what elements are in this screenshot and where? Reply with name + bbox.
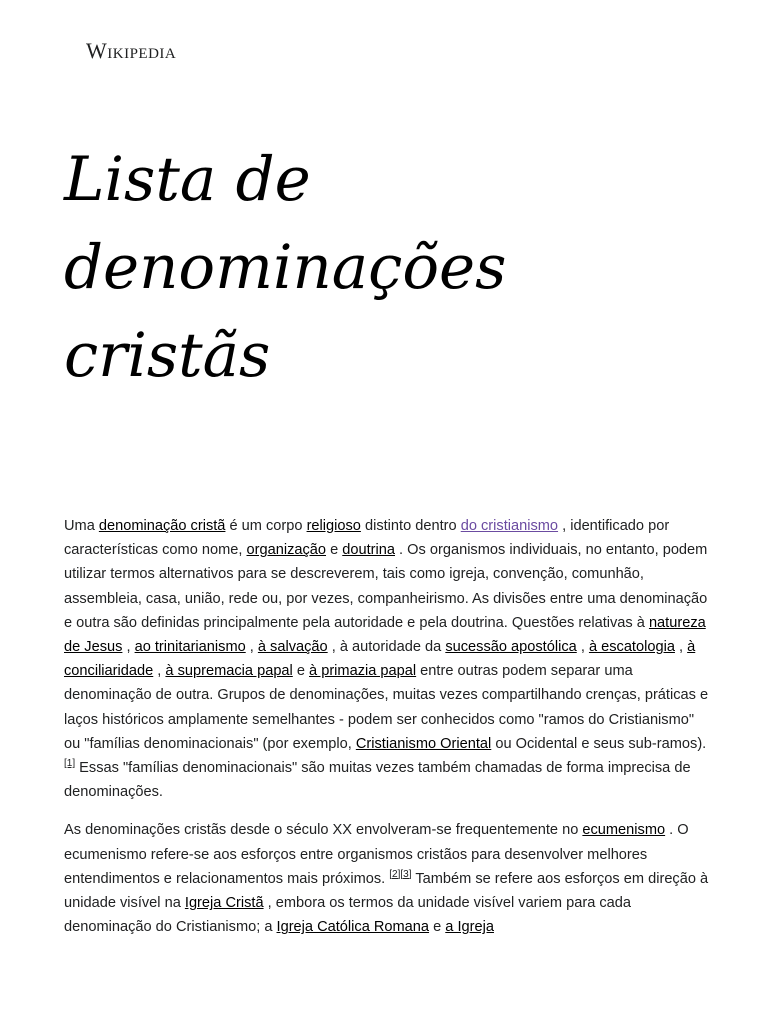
text: e — [326, 542, 343, 559]
link-organizacao[interactable]: organização — [246, 542, 327, 559]
text: Também se refere aos esforços em direção à unidade visível na — [64, 870, 709, 912]
text: ou Ocidental e seus sub-ramos). — [491, 735, 707, 752]
reference — [64, 758, 75, 769]
link-ecumenismo[interactable]: ecumenismo — [582, 822, 666, 839]
link-supremacia-papal[interactable]: à supremacia papal — [165, 663, 293, 680]
link-do-cristianismo[interactable]: do cristianismo — [460, 518, 559, 534]
link-cristianismo-oriental[interactable]: Cristianismo Oriental — [355, 735, 492, 752]
paragraph-ecumenism — [64, 818, 710, 939]
link-natureza-de-jesus[interactable]: natureza de Jesus — [64, 614, 706, 656]
link-doutrina[interactable]: doutrina — [342, 542, 395, 559]
link-religioso[interactable]: religioso — [306, 518, 361, 534]
wikipedia-logo[interactable]: Wikipedia — [86, 38, 177, 63]
text: , à autoridade da — [327, 639, 446, 656]
paragraph-intro — [64, 514, 710, 804]
text: , embora os termos da unidade visível variem para cada denominação do Cristianismo; a — [64, 895, 632, 936]
reference-link-3[interactable]: [3] — [400, 868, 412, 880]
link-escatologia[interactable]: à escatologia — [588, 639, 675, 656]
page-title: Lista de denominações cristãs — [64, 144, 507, 391]
text: e — [429, 919, 446, 936]
link-igreja-catolica-romana[interactable]: Igreja Católica Romana — [276, 919, 430, 936]
text: , — [245, 639, 258, 656]
text: , — [122, 639, 135, 656]
text: As denominações cristãs desde o século XX envolveram-se frequentemente no — [64, 822, 583, 839]
link-denominacao-crista[interactable]: denominação cristã — [98, 518, 226, 534]
text: é um corpo — [225, 518, 307, 534]
link-trinitarianismo[interactable]: ao trinitarianismo — [134, 639, 246, 656]
link-sucessao-apostolica[interactable]: sucessão apostólica — [445, 639, 577, 656]
link-igreja-crista[interactable]: Igreja Cristã — [184, 895, 264, 912]
text: , — [153, 663, 166, 680]
text: Essas "famílias denominacionais" são muitas vezes também chamadas de forma imprecisa de denominações. — [64, 760, 691, 801]
article-content — [64, 514, 710, 953]
text: , — [576, 639, 589, 656]
reference-link-2[interactable]: [2] — [389, 868, 401, 880]
reference-link-1[interactable]: [1] — [64, 758, 76, 770]
reference — [389, 869, 411, 880]
text: entre outras podem separar uma denominação de outra. Grupos de denominações, muitas vezes compartilhando crenças, práticas e laços históricos amplamente semelhantes - podem ser conhecidos como "ramos do Cristianismo" ou "famílias denominacionais" (por exemplo, — [64, 663, 709, 752]
text: distinto dentro — [360, 518, 461, 534]
text: Uma — [64, 518, 99, 534]
link-a-igreja[interactable]: a Igreja — [445, 919, 494, 936]
link-primazia-papal[interactable]: à primazia papal — [309, 663, 417, 680]
text: , identificado por características como nome, — [64, 518, 670, 559]
text: e — [292, 663, 310, 680]
text: . Os organismos individuais, no entanto, podem utilizar termos alternativos para se descreverem, tais como igreja, convenção, comunhão, assembleia, casa, união, rede ou, por vezes, companheirismo. As divisões entre uma denominação e outra são definidas principalmente pela autoridade e pela doutrina. Questões relativas à — [64, 542, 708, 631]
text: . O ecumenismo refere-se aos esforços entre organismos cristãos para desenvolver melhores entendimentos e relacionamentos mais próximos. — [64, 822, 689, 887]
link-conciliaridade[interactable]: à conciliaridade — [64, 639, 696, 680]
link-salvacao[interactable]: à salvação — [257, 639, 328, 656]
text: , — [674, 639, 688, 656]
